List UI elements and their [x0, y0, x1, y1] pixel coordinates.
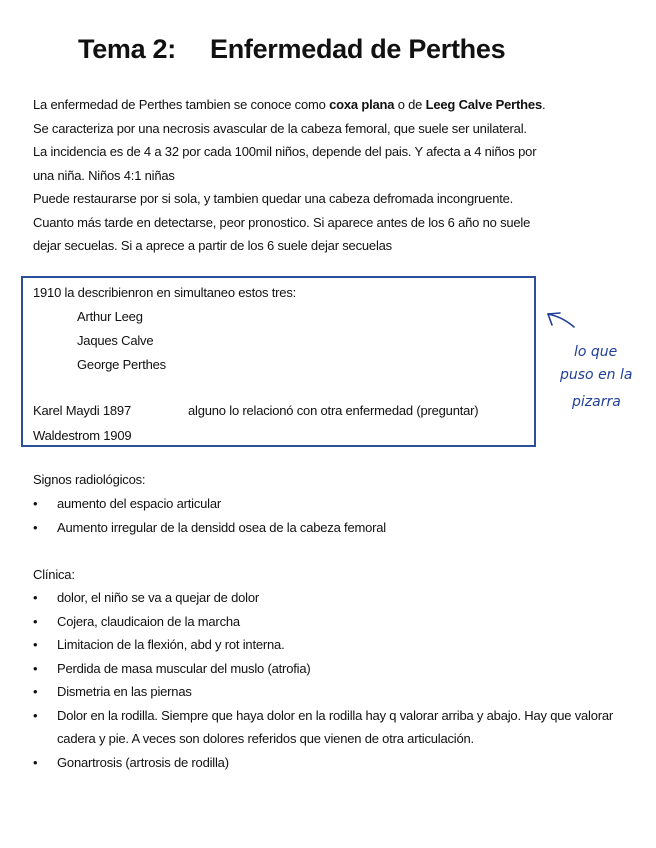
annotation-line-2: puso en la [560, 367, 633, 383]
history-name-calve: Jaques Calve [77, 333, 154, 348]
history-waldestrom: Waldestrom 1909 [33, 428, 132, 443]
bullet-icon: • [33, 754, 38, 770]
list-item-text: Gonartrosis (artrosis de rodilla) [57, 754, 229, 770]
list-item [33, 751, 633, 775]
history-name-leeg: Arthur Leeg [77, 309, 143, 324]
list-item-text: Cojera, claudicaion de la marcha [57, 613, 240, 629]
list-item-text: Dismetria en las piernas [57, 684, 192, 699]
term-leeg-calve-perthes: Leeg Calve Perthes [425, 97, 542, 112]
annotation-line-3: pizarra [572, 394, 621, 410]
annotation-line-1: lo que [574, 344, 618, 360]
page-title [78, 34, 505, 65]
intro-line-1-post: . [541, 97, 546, 112]
list-item [33, 492, 633, 516]
list-item-text: Aumento irregular de la densidd osea de la cabeza femoral [57, 519, 386, 535]
intro-line-1-mid: o de [394, 97, 426, 112]
list-item-text: aumento del espacio articular [57, 496, 222, 511]
intro-line-1-pre: La enfermedad de Perthes tambien se conoce como [33, 97, 330, 112]
history-box [21, 276, 536, 447]
list-item-text: Dolor en la rodilla. Siempre que haya dolor en la rodilla hay q valorar arriba y abajo. Hay que valorar cadera y pie. A veces son dolores referidos que vienen de otra articulación. [57, 707, 614, 746]
intro-line-4: una niña. Niños 4:1 niñas [33, 167, 175, 183]
history-maydi-note: alguno lo relacionó con otra enfermedad (preguntar) [188, 403, 479, 418]
bullet-icon: • [33, 590, 38, 605]
list-item-text: Limitacion de la flexión, abd y rot interna. [57, 637, 285, 652]
bullet-icon: • [33, 613, 38, 629]
clinic-list [33, 586, 633, 774]
radiologic-heading: Signos radiológicos: [33, 472, 146, 487]
list-item [33, 610, 633, 634]
bullet-icon: • [33, 519, 38, 535]
bullet-icon: • [33, 707, 38, 723]
arrow-icon [548, 313, 574, 327]
list-item [33, 680, 633, 704]
handwritten-annotation [540, 306, 650, 416]
radiologic-list [33, 492, 633, 539]
clinic-heading: Clínica: [33, 567, 75, 582]
history-maydi: Karel Maydi 1897 [33, 403, 131, 418]
intro-line-3: La incidencia es de 4 a 32 por cada 100mil niños, depende del pais. Y afecta a 4 niños por [33, 144, 537, 159]
bullet-icon: • [33, 637, 38, 652]
list-item [33, 704, 633, 751]
intro-line-2: Se caracteriza por una necrosis avascular de la cabeza femoral, que suele ser unilateral. [33, 120, 527, 136]
intro-line-5: Puede restaurarse por si sola, y tambien quedar una cabeza defromada incongruente. [33, 191, 514, 206]
topic-name: Enfermedad de Perthes [210, 34, 506, 64]
list-item [33, 633, 633, 657]
intro-paragraph [33, 93, 623, 258]
list-item [33, 586, 633, 610]
topic-number: Tema 2: [78, 34, 176, 64]
bullet-icon: • [33, 496, 38, 511]
bullet-icon: • [33, 684, 38, 699]
list-item [33, 516, 633, 540]
intro-line-7: dejar secuelas. Si a aprece a partir de los 6 suele dejar secuelas [33, 238, 392, 253]
history-name-perthes: George Perthes [77, 357, 166, 372]
term-coxa-plana: coxa plana [329, 97, 395, 112]
history-intro: 1910 la describienron en simultaneo estos tres: [33, 285, 297, 300]
list-item-text: dolor, el niño se va a quejar de dolor [57, 590, 259, 605]
intro-line-6: Cuanto más tarde en detectarse, peor pronostico. Si aparece antes de los 6 año no suele [33, 214, 531, 230]
list-item-text: Perdida de masa muscular del muslo (atrofia) [57, 660, 311, 676]
list-item [33, 657, 633, 681]
bullet-icon: • [33, 660, 38, 676]
intro-line-1 [33, 93, 623, 117]
